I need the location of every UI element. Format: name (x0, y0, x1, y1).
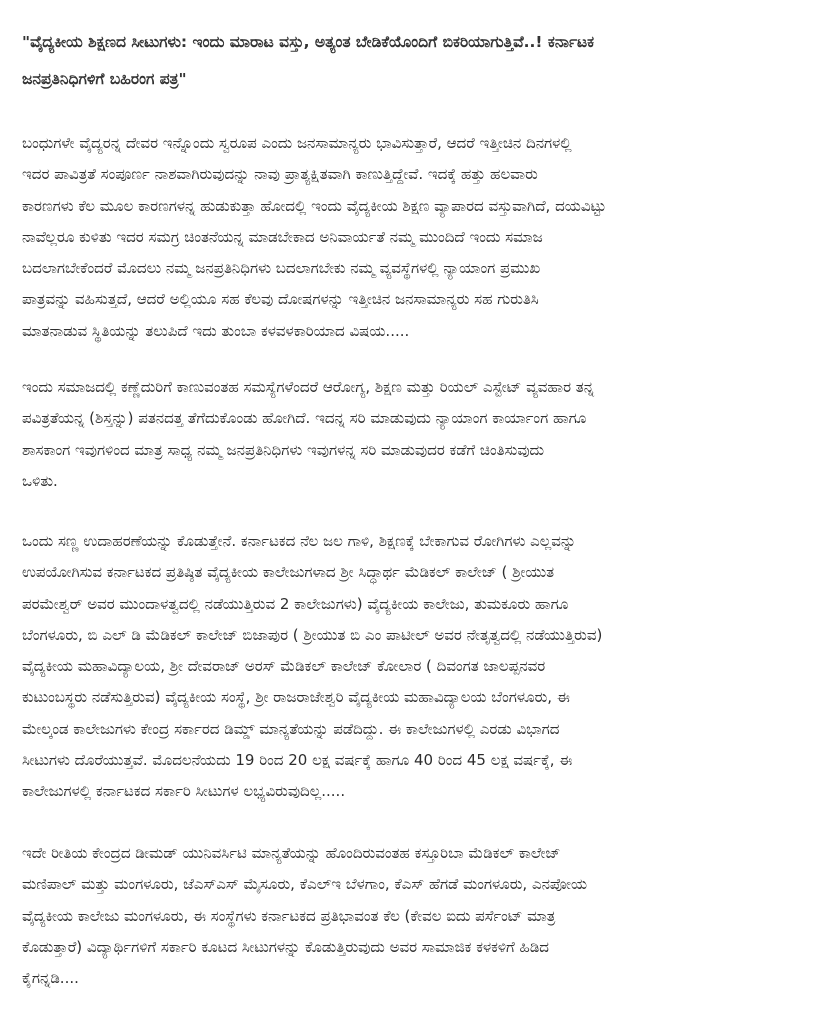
article-title (22, 24, 822, 98)
paragraph-line: ಪವಿತ್ರತೆಯನ್ನ (ಶಿಸ್ತನ್ನು) ಪತನದತ್ತ ತೆಗೆದುಕೊಂಡು ಹೋಗಿದೆ. ಇದನ್ನ ಸರಿ ಮಾಡುವುದು ನ್ಯಾಯಾಂಗ ಕಾರ್ಯಾಂಗ ಹಾಗೂ (22, 409, 587, 428)
paragraph-line: ಇಂದು ಸಮಾಜದಲ್ಲಿ ಕಣ್ಣೆದುರಿಗೆ ಕಾಣುವಂತಹ ಸಮಸ್ಯೆಗಳೆಂದರೆ ಆರೋಗ್ಯ, ಶಿಕ್ಷಣ ಮತ್ತು ರಿಯಲ್ ಎಸ್ಟೇಟ್ ವ್ಯವಹಾರ ತನ್ನ (22, 378, 595, 396)
paragraph-line: ಒಂದು ಸಣ್ಣ ಉದಾಹರಣೆಯನ್ನು ಕೊಡುತ್ತೇನೆ. ಕರ್ನಾಟಕದ ನೆಲ ಜಲ ಗಾಳಿ, ಶಿಕ್ಷಣಕ್ಕೆ ಬೇಕಾಗುವ ರೋಗಿಗಳು ಎಲ್ಲವನ್ನು (22, 532, 577, 550)
paragraph-line: ಮೇಲ್ಕಂಡ ಕಾಲೇಜುಗಳು ಕೇಂದ್ರ ಸರ್ಕಾರದ ಡಿಮ್ಡ್ ಮಾನ್ಯತೆಯನ್ನು ಪಡೆದಿದ್ದು. ಈ ಕಾಲೇಜುಗಳಲ್ಲಿ ಎರಡು ವಿಭಾಗದ (22, 719, 560, 738)
paragraph-1 (22, 128, 822, 347)
paragraph-line: ಸೀಟುಗಳು ದೊರೆಯುತ್ತವೆ. ಮೊದಲನೆಯದು 19 ರಿಂದ 20 ಲಕ್ಷ ವರ್ಷಕ್ಕೆ ಹಾಗೂ 40 ರಿಂದ 45 ಲಕ್ಷ ವರ್ಷಕ್ಕೆ, ಈ (22, 751, 573, 770)
paragraph-4 (22, 838, 822, 994)
paragraph-line: ಕುಟುಂಬಸ್ಥರು ನಡೆಸುತ್ತಿರುವ) ವೈದ್ಯಕೀಯ ಸಂಸ್ಥೆ, ಶ್ರೀ ರಾಜರಾಜೇಶ್ವರಿ ವೈದ್ಯಕೀಯ ಮಹಾವಿದ್ಯಾಲಯ ಬೆಂಗಳೂರು, ಈ (22, 688, 570, 707)
paragraph-line: ಮಾತನಾಡುವ ಸ್ಥಿತಿಯನ್ನು ತಲುಪಿದೆ ಇದು ತುಂಬಾ ಕಳವಳಕಾರಿಯಾದ ವಿಷಯ..... (22, 321, 410, 340)
paragraph-line: ಕೊಡುತ್ತಾರೆ) ವಿದ್ಯಾರ್ಥಿಗಳಿಗೆ ಸರ್ಕಾರಿ ಕೂಟದ ಸೀಟುಗಳನ್ನು ಕೊಡುತ್ತಿರುವುದು ಅವರ ಸಾಮಾಜಿಕ ಕಳಕಳಿಗೆ ಹಿಡಿದ (22, 937, 549, 956)
paragraph-line: ಕಾರಣಗಳು ಕೆಲ ಮೂಲ ಕಾರಣಗಳನ್ನ ಹುಡುಕುತ್ತಾ ಹೋದಲ್ಲಿ ಇಂದು ವೈದ್ಯಕೀಯ ಶಿಕ್ಷಣ ವ್ಯಾಪಾರದ ವಸ್ತುವಾಗಿದೆ, ದಯವಿಟ್ಟು (22, 196, 607, 215)
paragraph-line: ಉಪಯೋಗಿಸುವ ಕರ್ನಾಟಕದ ಪ್ರತಿಷ್ಠಿತ ವೈದ್ಯಕೀಯ ಕಾಲೇಜುಗಳಾದ ಶ್ರೀ ಸಿದ್ಧಾರ್ಥ ಮೆಡಿಕಲ್ ಕಾಲೇಜ್ ( ಶ್ರೀಯುತ (22, 563, 555, 582)
paragraph-line: ಒಳಿತು. (22, 471, 58, 490)
title-line: "ವೈದ್ಯಕೀಯ ಶಿಕ್ಷಣದ ಸೀಟುಗಳು: ಇಂದು ಮಾರಾಟ ವಸ್ತು, ಅತ್ಯಂತ ಬೇಡಿಕೆಯೊಂದಿಗೆ ಬಿಕರಿಯಾಗುತ್ತಿವೆ..! ಕರ್ನಾಟಕ (22, 33, 595, 51)
paragraph-line: ಕೈಗನ್ನಡಿ.... (22, 969, 79, 988)
title-line: ಜನಪ್ರತಿನಿಧಿಗಳಿಗೆ ಬಹಿರಂಗ ಪತ್ರ" (22, 70, 187, 88)
paragraph-line: ಶಾಸಕಾಂಗ ಇವುಗಳಿಂದ ಮಾತ್ರ ಸಾಧ್ಯ ನಮ್ಮ ಜನಪ್ರತಿನಿಧಿಗಳು ಇವುಗಳನ್ನ ಸರಿ ಮಾಡುವುದರ ಕಡೆಗೆ ಚಿಂತಿಸುವುದು (22, 440, 545, 459)
paragraph-line: ಬೆಂಗಳೂರು, ಬಿ ಎಲ್ ಡಿ ಮೆಡಿಕಲ್ ಕಾಲೇಜ್ ಬಿಜಾಪುರ ( ಶ್ರೀಯುತ ಬಿ ಎಂ ಪಾಟೀಲ್ ಅವರ ನೇತೃತ್ವದಲ್ಲಿ ನಡೆಯುತ್ತಿರುವ) (22, 625, 603, 644)
paragraph-line: ವೈದ್ಯಕೀಯ ಕಾಲೇಜು ಮಂಗಳೂರು, ಈ ಸಂಸ್ಥೆಗಳು ಕರ್ನಾಟಕದ ಪ್ರತಿಭಾವಂತ ಕೆಲ (ಕೇವಲ ಐದು ಪರ್ಸೆಂಟ್ ಮಾತ್ರ (22, 906, 556, 925)
paragraph-line: ಇದರ ಪಾವಿತ್ರತೆ ಸಂಪೂರ್ಣ ನಾಶವಾಗಿರುವುದನ್ನು ನಾವು ಪ್ರಾತ್ಯಕ್ಷಿತವಾಗಿ ಕಾಣುತ್ತಿದ್ದೇವೆ. ಇದಕ್ಕೆ ಹತ್ತು ಹಲವಾರು (22, 165, 538, 184)
paragraph-2 (22, 372, 822, 497)
paragraph-line: ಇದೇ ರೀತಿಯ ಕೇಂದ್ರದ ಡೀಮಡ್ ಯುನಿವರ್ಸಿಟಿ ಮಾನ್ಯತೆಯನ್ನು ಹೊಂದಿರುವಂತಹ ಕಸ್ತೂರಿಬಾ ಮೆಡಿಕಲ್ ಕಾಲೇಜ್ (22, 844, 561, 862)
paragraph-line: ವೈದ್ಯಕೀಯ ಮಹಾವಿದ್ಯಾಲಯ, ಶ್ರೀ ದೇವರಾಜ್ ಅರಸ್ ಮೆಡಿಕಲ್ ಕಾಲೇಜ್ ಕೋಲಾರ ( ದಿವಂಗತ ಜಾಲಪ್ಪನವರ (22, 657, 546, 676)
paragraph-line: ಪಾತ್ರವನ್ನು ವಹಿಸುತ್ತದೆ, ಆದರೆ ಅಲ್ಲಿಯೂ ಸಹ ಕೆಲವು ದೋಷಗಳನ್ನು ಇತ್ತೀಚಿನ ಜನಸಾಮಾನ್ಯರು ಸಹ ಗುರುತಿಸಿ (22, 290, 539, 309)
paragraph-line: ಕಾಲೇಜುಗಳಲ್ಲಿ ಕರ್ನಾಟಕದ ಸರ್ಕಾರಿ ಸೀಟುಗಳ ಲಭ್ಯವಿರುವುದಿಲ್ಲ..... (22, 782, 346, 801)
paragraph-line: ನಾವೆಲ್ಲರೂ ಕುಳಿತು ಇದರ ಸಮಗ್ರ ಚಿಂತನೆಯನ್ನ ಮಾಡಬೇಕಾದ ಅನಿವಾರ್ಯತೆ ನಮ್ಮ ಮುಂದಿದೆ ಇಂದು ಸಮಾಜ (22, 227, 543, 246)
paragraph-line: ಮಣಿಪಾಲ್ ಮತ್ತು ಮಂಗಳೂರು, ಜೆಎಸ್ಎಸ್ ಮೈಸೂರು, ಕೆಎಲ್ಇ ಬೆಳಗಾಂ, ಕೆಎಸ್ ಹೆಗಡೆ ಮಂಗಳೂರು, ಎನಪೋಯ (22, 875, 588, 894)
paragraph-line: ಪರಮೇಶ್ವರ್ ಅವರ ಮುಂದಾಳತ್ವದಲ್ಲಿ ನಡೆಯುತ್ತಿರುವ 2 ಕಾಲೇಜುಗಳು) ವೈದ್ಯಕೀಯ ಕಾಲೇಜು, ತುಮಕೂರು ಹಾಗೂ (22, 594, 569, 613)
paragraph-line: ಬದಲಾಗಬೇಕೆಂದರೆ ಮೊದಲು ನಮ್ಮ ಜನಪ್ರತಿನಿಧಿಗಳು ಬದಲಾಗಬೇಕು ನಮ್ಮ ವ್ಯವಸ್ಥೆಗಳಲ್ಲಿ ನ್ಯಾಯಾಂಗ ಪ್ರಮುಖ (22, 259, 541, 278)
paragraph-3 (22, 526, 822, 808)
paragraph-line: ಬಂಧುಗಳೇ ವೈದ್ಯರನ್ನ ದೇವರ ಇನ್ನೊಂದು ಸ್ವರೂಪ ಎಂದು ಜನಸಾಮಾನ್ಯರು ಭಾವಿಸುತ್ತಾರೆ, ಆದರೆ ಇತ್ತೀಚಿನ ದಿನಗಳಲ್ಲಿ (22, 134, 572, 152)
